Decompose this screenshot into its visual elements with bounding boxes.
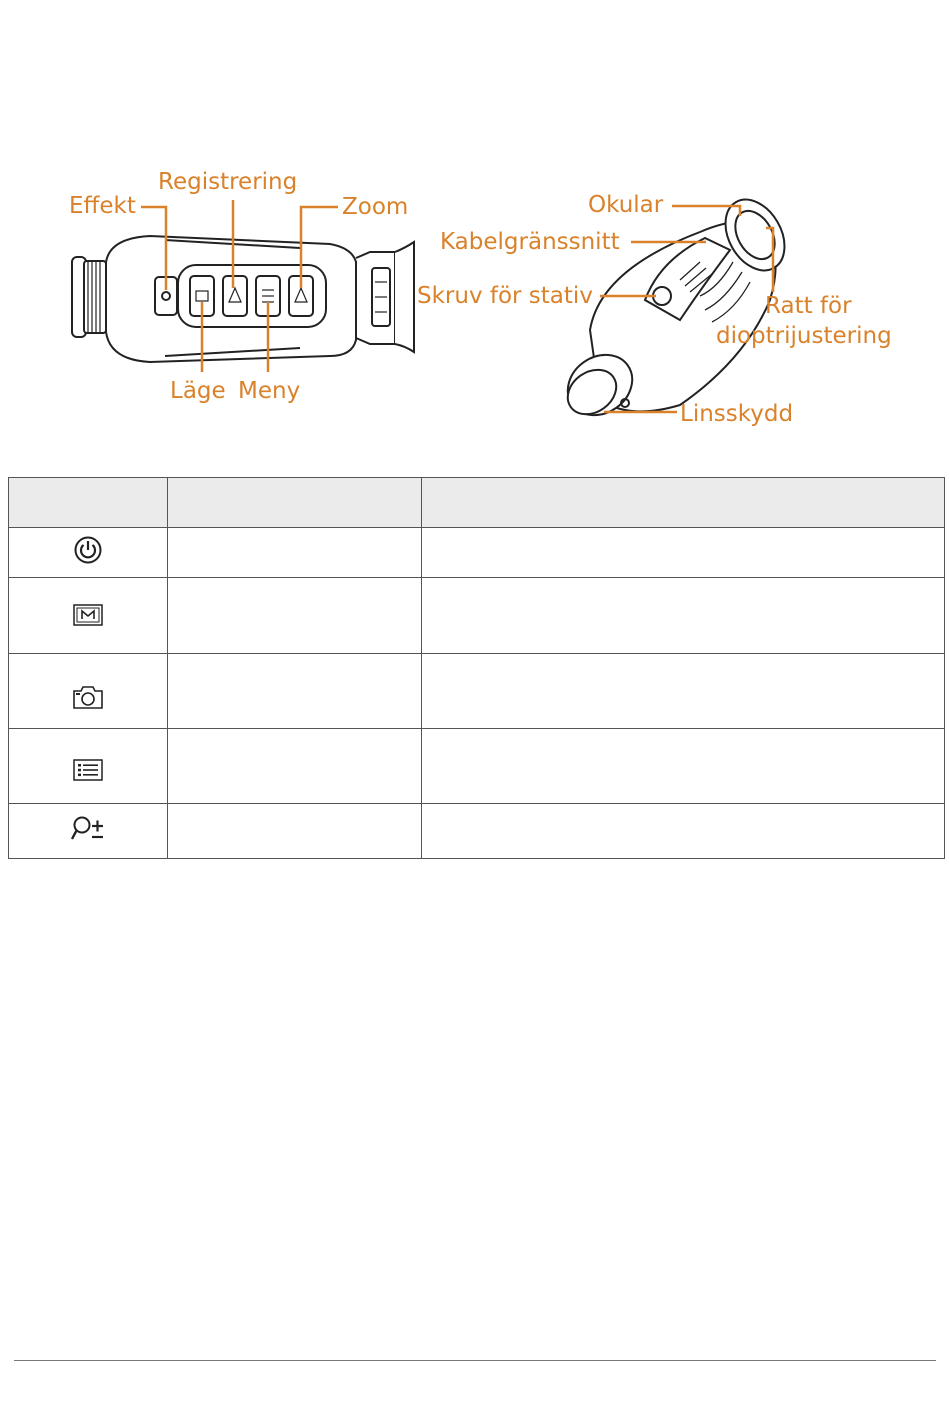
table-row [9, 578, 945, 654]
footer-divider [14, 1360, 936, 1361]
callout-skruv-for-stativ: Skruv för stativ [417, 283, 593, 309]
callout-kabelgranssnitt: Kabelgränssnitt [440, 229, 620, 255]
table-header-row [9, 478, 945, 528]
table-row [9, 528, 945, 578]
mode-icon [73, 604, 103, 626]
header-button [168, 478, 422, 528]
callout-ratt-for: Ratt för [765, 293, 852, 319]
camera-icon [72, 684, 104, 710]
device-top-view [72, 236, 414, 362]
table-row [9, 804, 945, 859]
row-name [168, 804, 422, 859]
callout-effekt: Effekt [69, 193, 136, 219]
callout-meny: Meny [238, 378, 301, 404]
button-table [8, 477, 945, 859]
header-function [422, 478, 945, 528]
zoom-icon [70, 815, 106, 843]
row-name [168, 654, 422, 729]
row-description [422, 804, 945, 859]
row-name [168, 528, 422, 578]
callout-zoom: Zoom [342, 194, 409, 220]
device-figure [0, 0, 950, 440]
row-name [168, 578, 422, 654]
menu-icon [73, 759, 103, 781]
row-description [422, 729, 945, 804]
header-icon [9, 478, 168, 528]
row-description [422, 578, 945, 654]
callout-lage: Läge [170, 378, 226, 404]
callout-okular: Okular [588, 192, 664, 218]
row-name [168, 729, 422, 804]
callout-dioptrijustering: dioptrijustering [716, 323, 892, 349]
table-row [9, 654, 945, 729]
row-description [422, 654, 945, 729]
row-description [422, 528, 945, 578]
callout-registrering: Registrering [158, 169, 298, 195]
power-icon [73, 535, 103, 565]
callout-linsskydd: Linsskydd [680, 401, 794, 427]
table-row [9, 729, 945, 804]
